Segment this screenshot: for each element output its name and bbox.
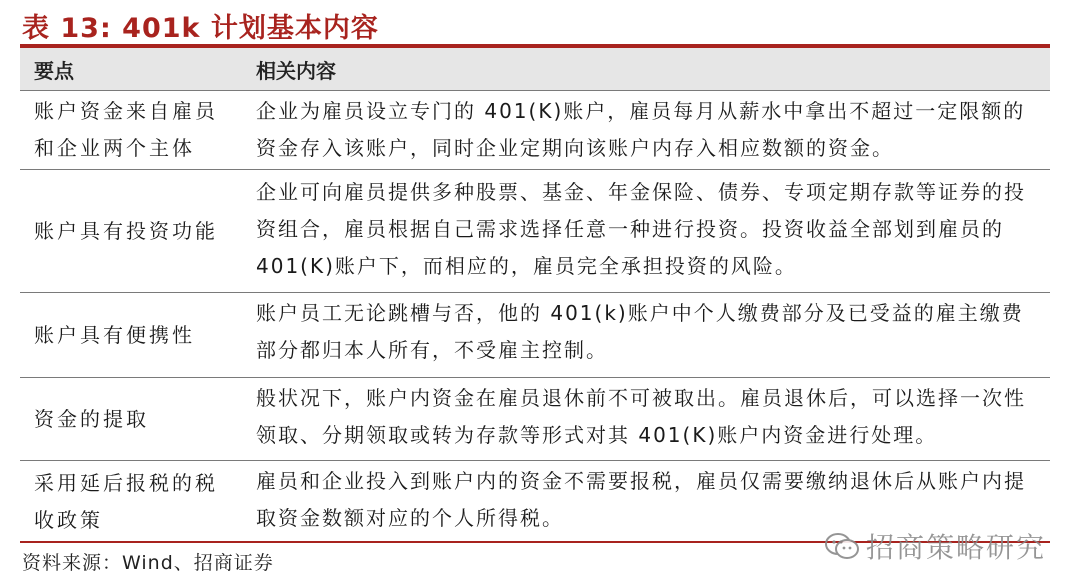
wechat-icon [824,532,860,560]
table-title: 表 13: 401k 计划基本内容 [22,13,379,44]
table-header [20,48,1050,90]
watermark-text: 招商策略研究 [865,531,1046,564]
row-key: 账户具有便携性 [34,322,195,347]
row-key: 账户具有投资功能 [34,218,218,243]
row-key: 采用延后报税的税收政策 [34,471,218,532]
row-value: 企业为雇员设立专门的 401(K)账户，雇员每月从薪水中拿出不超过一定限额的资金存入该账户，同时企业定期向该账户内存入相应数额的资金。 [256,99,1026,160]
row-value: 雇员和企业投入到账户内的资金不需要报税，雇员仅需要缴纳退休后从账户内提取资金数额对应的个人所得税。 [256,469,1026,530]
header-value: 相关内容 [256,58,336,83]
table-row [20,292,1050,377]
table-row [20,169,1050,292]
row-key: 账户资金来自雇员和企业两个主体 [34,99,218,160]
row-value: 账户员工无论跳槽与否，他的 401(k)账户中个人缴费部分及已受益的雇主缴费部分都归本人所有，不受雇主控制。 [256,301,1024,362]
content-table [20,48,1050,543]
source-note: 资料来源：Wind、招商证券 [22,552,274,574]
header-key: 要点 [34,58,74,83]
row-value: 般状况下，账户内资金在雇员退休前不可被取出。雇员退休后，可以选择一次性领取、分期领取或转为存款等形式对其 401(K)账户内资金进行处理。 [256,386,1026,447]
table-row [20,90,1050,169]
watermark [824,526,1046,566]
table-row [20,377,1050,460]
row-value: 企业可向雇员提供多种股票、基金、年金保险、债券、专项定期存款等证券的投资组合，雇员根据自己需求选择任意一种进行投资。投资收益全部划到雇员的 401(K)账户下，而相应的，雇员完全承担投资的风险。 [256,180,1026,278]
row-key: 资金的提取 [34,406,149,431]
